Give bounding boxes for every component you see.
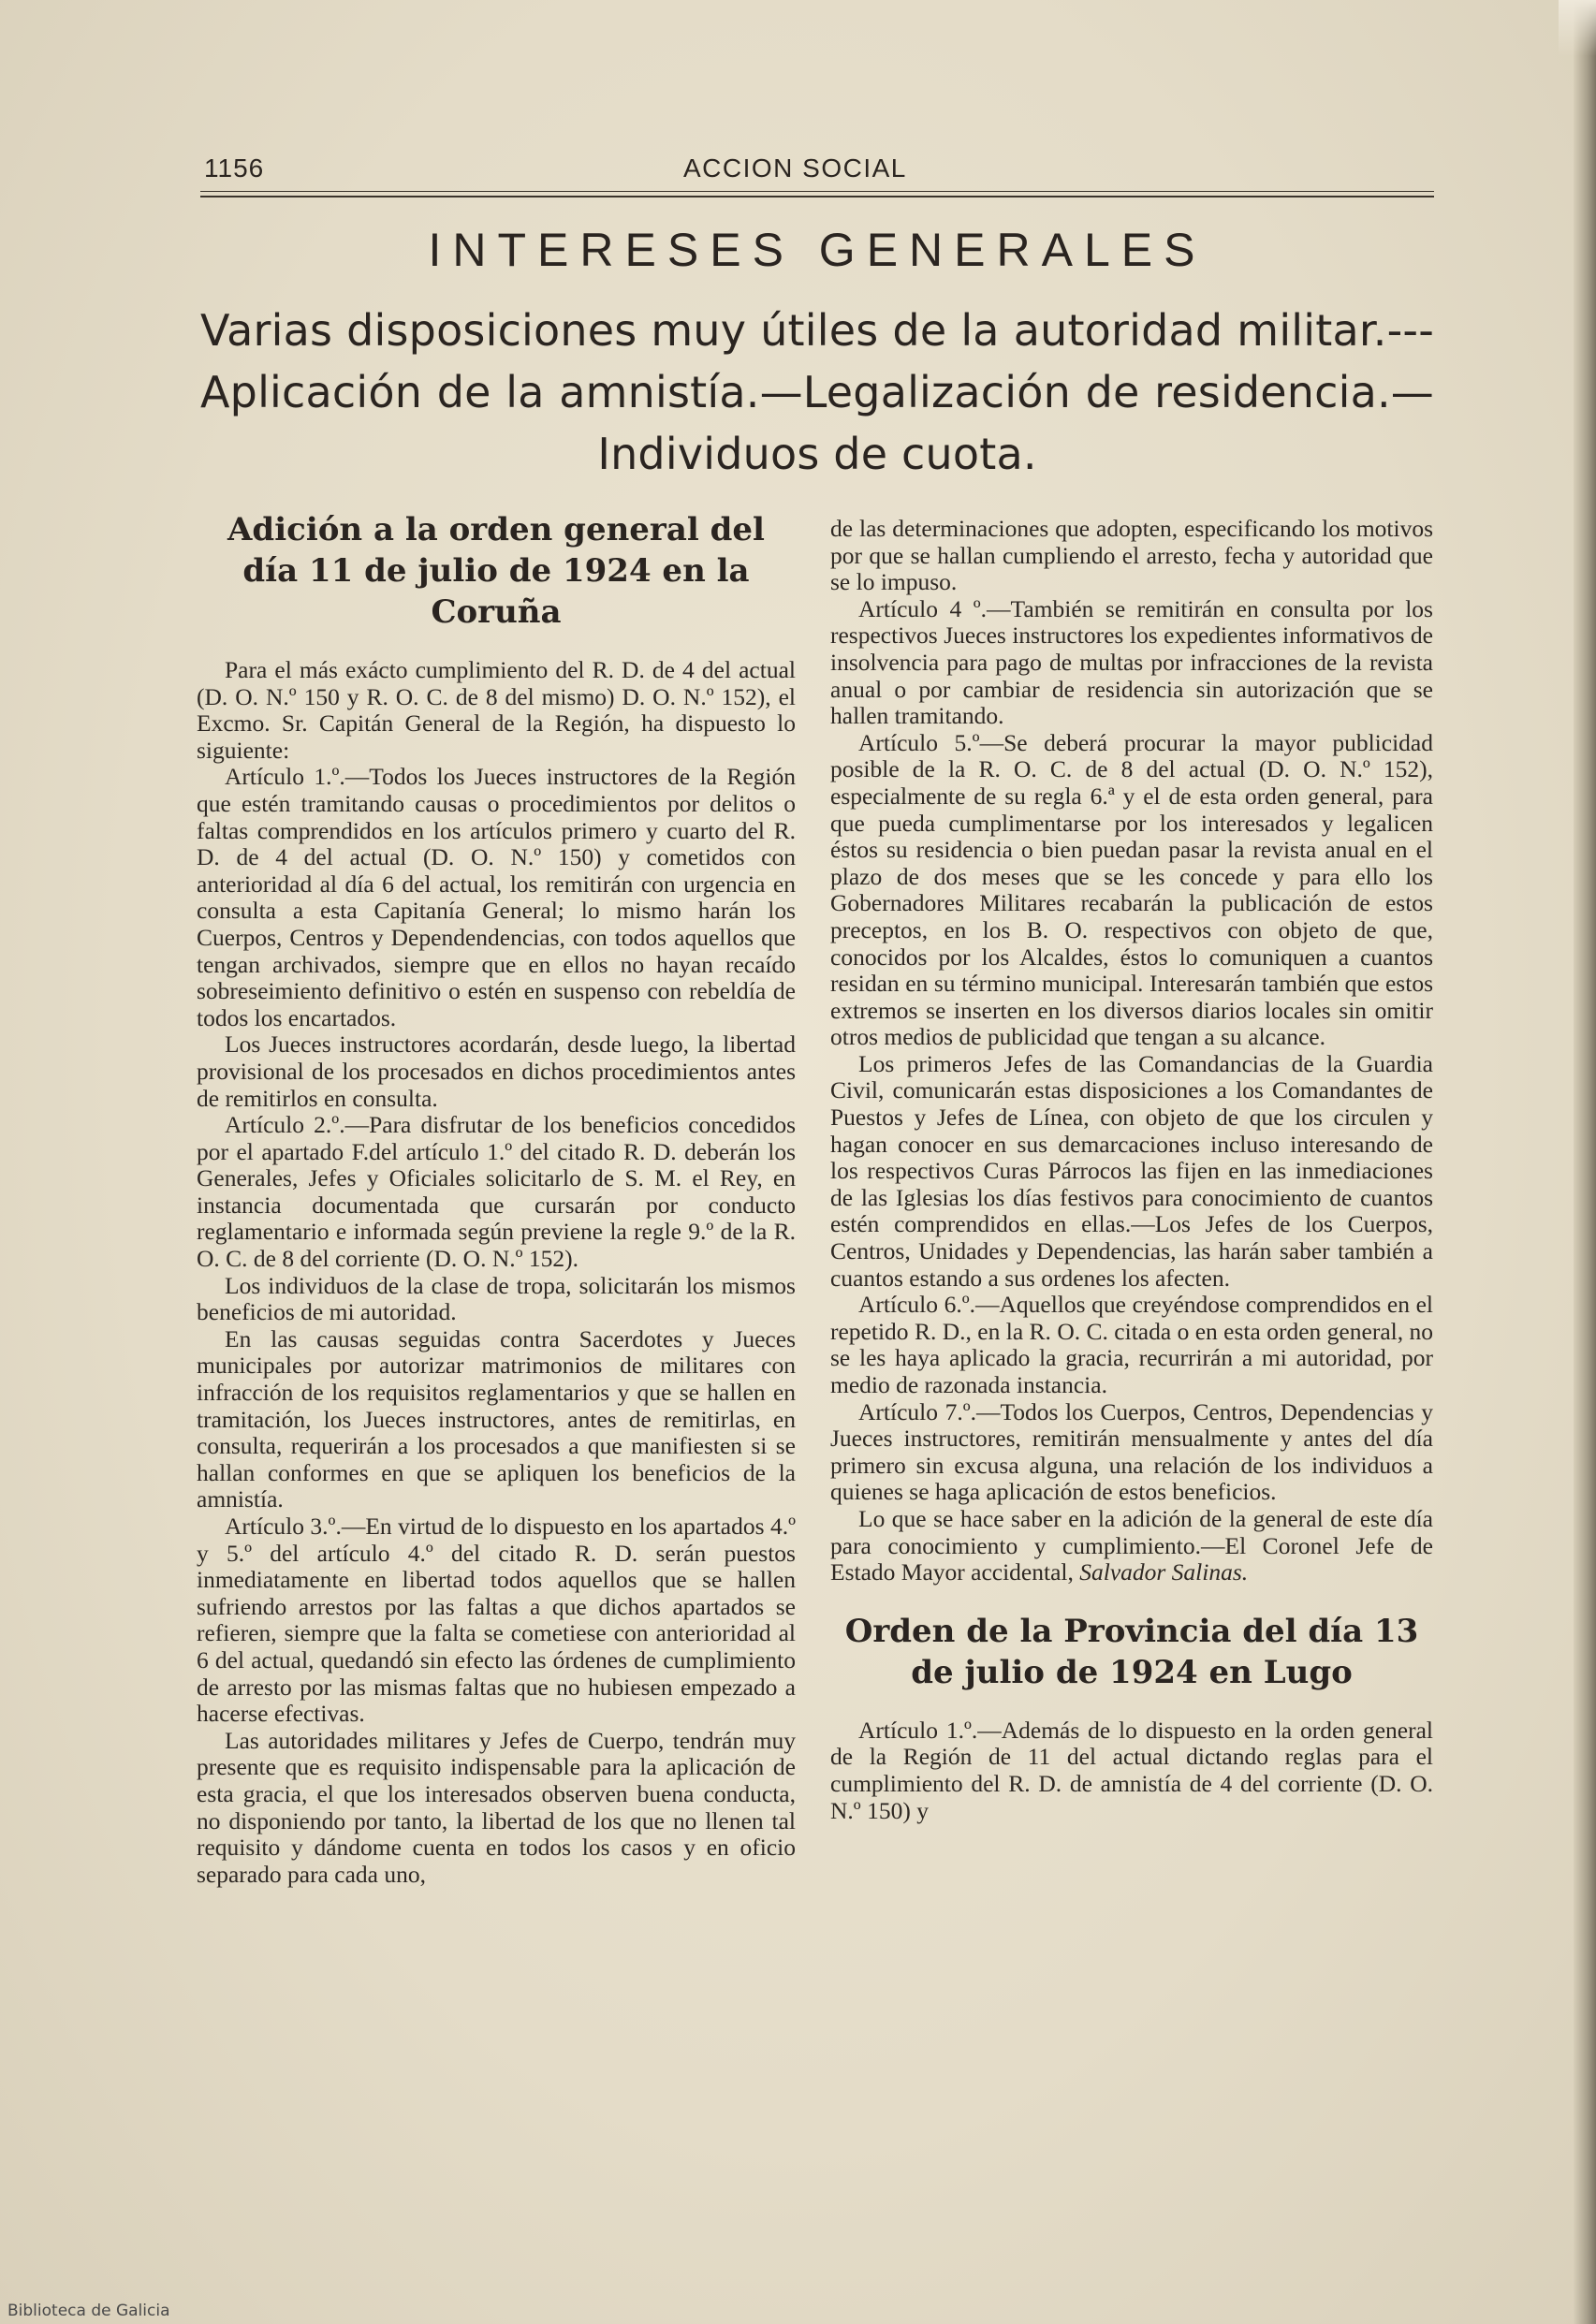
right-column (830, 516, 1433, 1824)
paragraph: Los individuos de la clase de tropa, solicitarán los mismos beneficios de mi autoridad. (197, 1271, 796, 1326)
journal-name: ACCION SOCIAL (683, 153, 907, 183)
paragraph: Artículo 1.º.—Además de lo dispuesto en la orden general de la Región de 11 del actual dictando reglas para el cumplimiento del R. D. de amnistía de 4 del corriente (D. O. N.º 150) y (830, 1716, 1433, 1824)
closing-text: Lo que se hace saber en la adición de la general de este día para conocimiento y cumplimiento.—El Coronel Jefe de Estado Mayor accidental, (830, 1504, 1433, 1586)
section-title: INTERESES GENERALES (428, 224, 1207, 276)
left-column (197, 505, 796, 1888)
page-edge-shadow (1574, 0, 1596, 2324)
paragraph: Artículo 4 º.—También se remitirán en consulta por los respectivos Jueces instructores los expedientes informativos de insolvencia para pago de multas por infracciones de la revista anual o por cambiar de residencia sin autorización que se hallen tramitando. (830, 594, 1433, 730)
paragraph: Los Jueces instructores acordarán, desde luego, la libertad provisional de los procesados en dichos procedimientos antes de remitirlos en consulta. (197, 1030, 796, 1112)
paragraph: Los primeros Jefes de las Comandancias de la Guardia Civil, comunicarán estas disposiciones a los Comandantes de Puestos y Jefes de Línea, con objeto de que los circulen y hagan conocer en sus demarcaciones incluso interesando de los respectivos Curas Párrocos las fijen en las inmediaciones de las Iglesias los días festivos para conocimiento de cuantos estén comprendidos en ellas.—Los Jefes de los Cuerpos, Centros, Unidades y Dependencias, las harán saber también a cuantos estando a sus ordenes los afecten. (830, 1049, 1433, 1292)
library-credit: Biblioteca de Galicia (7, 2302, 170, 2320)
article-heading-coruna: Adición a la orden general del día 11 de julio de 1924 en la Coruña (227, 511, 765, 631)
paragraph: En las causas seguidas contra Sacerdotes y Jueces municipales por autorizar matrimonios de militares con infracción de los requisitos reglamentarios y que se hallen en tramitación, los Jueces instructores, antes de remitirlas, en consulta, requerirán a los procesados a que manifiesten si se hallan conformes en que se apliquen los beneficios de la amnistía. (197, 1324, 796, 1513)
header-rule-bottom (200, 196, 1434, 197)
paragraph: Artículo 5.º—Se deberá procurar la mayor publicidad posible de la R. O. C. de 8 del actual (D. O. N.º 152), especialmente de su regla 6.ª y el de esta orden general, para que pueda cumplimentarse por los interesados y legalicen éstos su residencia o bien puedan pasar la revista anual en el plazo de dos meses que se les concede y para ello los Gobernadores Militares recabarán la publicación de estos preceptos, en los B. O. respectivos con objeto de que, conocidos por los Alcaldes, éstos lo comuniquen a cuantos residan en su término municipal. Interesarán también que estos extremos se inserten en los diversos diarios locales sin omitir otros medios de publicidad que tengan a su alcance. (830, 728, 1433, 1051)
signature: Salvador Salinas. (1079, 1558, 1249, 1586)
page-corner (1559, 0, 1596, 56)
paragraph: Artículo 7.º.—Todos los Cuerpos, Centros, Dependencias y Jueces instructores, remitirán mensualmente y antes del día primero sin excusa alguna, una relación de los individuos a quienes se haga aplicación de estos beneficios. (830, 1397, 1433, 1506)
paragraph: Artículo 3.º.—En virtud de lo dispuesto en los apartados 4.º y 5.º del artículo 4.º del citado R. D. serán puestos inmediatamente en libertad todos aquellos que se hallen sufriendo arrestos por las faltas a que dichos apartados se refieren, siempre que la falta se cometiese con anterioridad al 6 del actual, quedandó sin efecto las órdenes de cumplimiento de arresto por las mismas faltas que no hubiesen empezado a hacerse efectivas. (197, 1513, 796, 1728)
paragraph: Artículo 6.º.—Aquellos que creyéndose comprendidos en el repetido R. D., en la R. O. C. citada o en esta orden general, no se les haya aplicado la gracia, recurrirán a mi autoridad, por medio de razonada instancia. (830, 1291, 1433, 1398)
closing-paragraph (830, 1506, 1433, 1586)
paragraph: Artículo 1.º.—Todos los Jueces instructores de la Región que estén tramitando causas o procedimientos por delitos o faltas comprendidos en los artículos primero y cuarto del R. D. de 4 del actual (D. O. N.º 150) y cometidos con anterioridad al día 6 del actual, los remitirán con urgencia en consulta a esta Capitanía General; lo mismo harán los Cuerpos, Centros y Dependendencias, con todos aquellos que tengan archivados, siempre que en ellos no hayan recaído sobreseimiento definitivo o estén en suspenso con rebeldía de todos los encartados. (197, 763, 796, 1031)
paragraph: Las autoridades militares y Jefes de Cuerpo, tendrán muy presente que es requisito indispensable para la aplicación de esta gracia, el que los interesados observen buena conducta, no disponiendo por tanto, la libertad de los que no llenen tal requisito y dándome cuenta en todos los casos y en oficio separado para cada uno, (197, 1726, 796, 1888)
running-head (204, 150, 1432, 187)
header-rule-top (200, 191, 1434, 192)
paragraph: Para el más exácto cumplimiento del R. D. de 4 del actual (D. O. N.º 150 y R. O. C. de 8 del mismo) D. O. N.º 152), el Excmo. Sr. Capitán General de la Región, ha dispuesto lo siguiente: (197, 656, 796, 764)
paragraph: de las determinaciones que adopten, especificando los motivos por que se hallan cumpliendo el arresto, fecha y autoridad que se lo impuso. (830, 515, 1433, 596)
paragraph: Artículo 2.º.—Para disfrutar de los beneficios concedidos por el apartado F.del artículo 1.º del citado R. D. deberán los Generales, Jefes y Oficiales solicitarlo de S. M. el Rey, en instancia documentada que cursarán por conducto reglamentario e informada según previene la regle 9.º de la R. O. C. de 8 del corriente (D. O. N.º 152). (197, 1111, 796, 1273)
main-title: Varias disposiciones muy útiles de la autoridad militar.---Aplicación de la amnistía.—Legalización de residencia.—Individuos de cuota. (200, 305, 1434, 479)
page-number: 1156 (204, 153, 265, 183)
article-heading-lugo: Orden de la Provincia del día 13 de julio de 1924 en Lugo (844, 1612, 1419, 1691)
